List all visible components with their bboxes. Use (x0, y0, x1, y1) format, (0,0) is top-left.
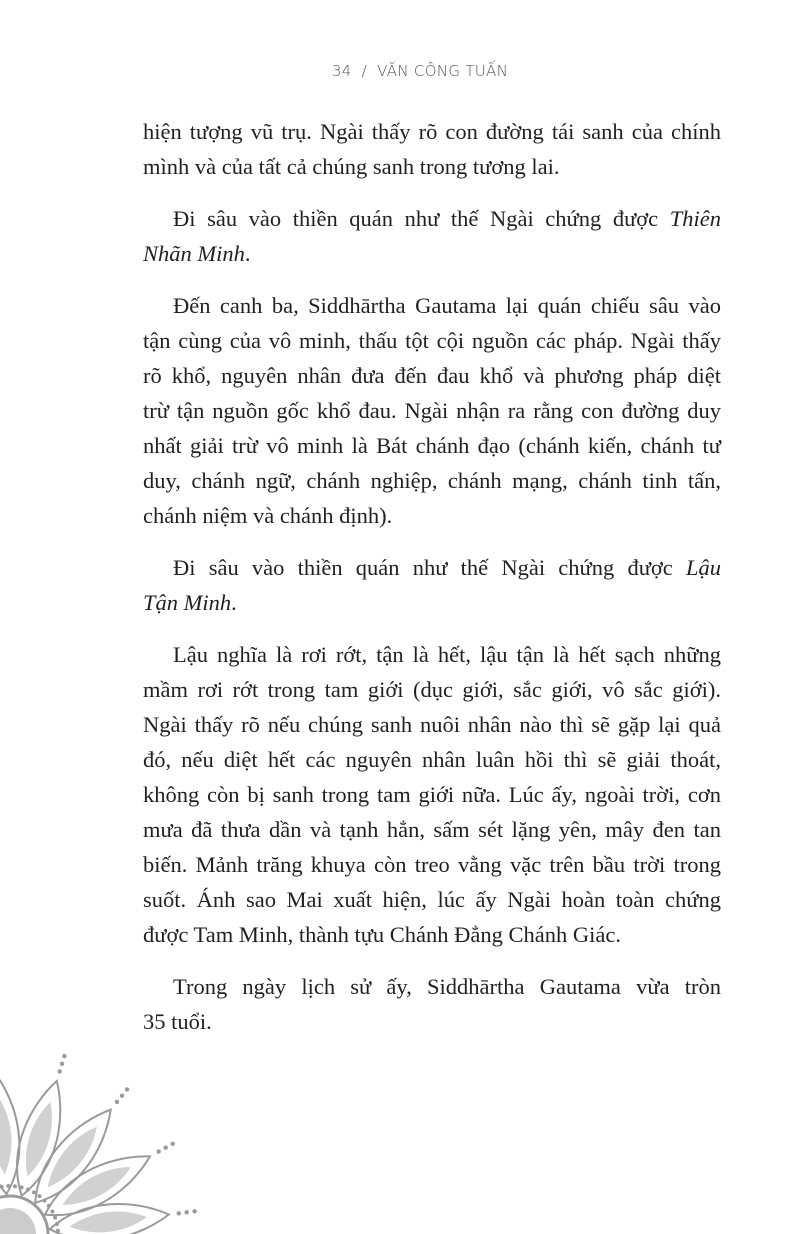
mandala-mark (20, 1185, 24, 1189)
text-line: biến. Mảnh trăng khuya còn treo vằng vặc trên bầu trời trong (143, 852, 721, 877)
mandala-mark (170, 1142, 174, 1146)
text-line: duy, chánh ngữ, chánh nghiệp, chánh mạng, chánh tinh tấn, (143, 468, 721, 493)
running-header (0, 62, 800, 80)
mandala-mark (38, 1194, 42, 1198)
mandala-mark (58, 1069, 62, 1073)
mandala-mark (184, 1210, 188, 1214)
text-line: không còn bị sanh trong tam giới nữa. Lúc ấy, ngoài trời, cơn (143, 782, 721, 807)
mandala-mark (192, 1209, 196, 1213)
text-line: Ngài thấy rõ nếu chúng sanh nuôi nhân nào thì sẽ gặp lại quả (143, 712, 721, 737)
text-line: Tận Minh. (143, 590, 237, 615)
text-line: Nhãn Minh. (143, 241, 251, 266)
text-line: Đi sâu vào thiền quán như thế Ngài chứng được Lậu (173, 555, 721, 580)
mandala-mark (115, 1100, 119, 1104)
author-name: VĂN CÔNG TUẤN (377, 62, 509, 80)
mandala-mark (62, 1054, 66, 1058)
mandala-mark (47, 1204, 51, 1208)
text-line: Lậu nghĩa là rơi rớt, tận là hết, lậu tận là hết sạch những (173, 642, 721, 667)
mandala-mark (55, 1222, 59, 1226)
text-line: đó, nếu diệt hết các nguyên nhân luân hồi thì sẽ giải thoát, (143, 747, 721, 772)
paragraph (143, 969, 721, 1039)
mandala-mark (125, 1087, 129, 1091)
text-line: mầm rơi rớt trong tam giới (dục giới, sắc giới, vô sắc giới). (143, 677, 721, 702)
mandala-mark (0, 1185, 4, 1189)
text-line: Đến canh ba, Siddhārtha Gautama lại quán chiếu sâu vào (173, 293, 721, 318)
paragraph (143, 114, 721, 184)
mandala-mark (156, 1149, 160, 1153)
paragraph (143, 550, 721, 620)
mandala-mark (163, 1146, 167, 1150)
text-line: tận cùng của vô minh, thấu tột cội nguồn các pháp. Ngài thấy (143, 328, 721, 353)
text-line: được Tam Minh, thành tựu Chánh Đẳng Chánh Giác. (143, 922, 621, 947)
mandala-mark (50, 1209, 54, 1213)
mandala-mark (56, 1229, 60, 1233)
mandala-mark (60, 1062, 64, 1066)
text-line: nhất giải trừ vô minh là Bát chánh đạo (chánh kiến, chánh tư (143, 433, 721, 458)
mandala-petal (0, 1073, 24, 1196)
paragraph (143, 637, 721, 952)
text-line: trừ tận nguồn gốc khổ đau. Ngài nhận ra rằng con đường duy (143, 398, 721, 423)
mandala-mark (32, 1190, 36, 1194)
header-separator: / (361, 62, 368, 80)
paragraph (143, 201, 721, 271)
text-line: rõ khổ, nguyên nhân đưa đến đau khổ và phương pháp diệt (143, 363, 721, 388)
mandala-mark (53, 1216, 57, 1220)
mandala-ornament-icon (0, 1050, 200, 1234)
mandala-mark (0, 1208, 36, 1234)
text-line: mưa đã thưa dần và tạnh hẳn, sấm sét lặng yên, mây đen tan (143, 817, 721, 842)
mandala-mark (6, 1184, 10, 1188)
page-body-text (143, 114, 721, 1056)
mandala-mark (177, 1211, 181, 1215)
mandala-mark (26, 1187, 30, 1191)
text-line: hiện tượng vũ trụ. Ngài thấy rõ con đường tái sanh của chính (143, 119, 721, 144)
text-line: mình và của tất cả chúng sanh trong tương lai. (143, 154, 560, 179)
text-line: 35 tuổi. (143, 1009, 212, 1034)
paragraph (143, 288, 721, 533)
text-line: suốt. Ánh sao Mai xuất hiện, lúc ấy Ngài hoàn toàn chứng (143, 887, 721, 912)
mandala-mark (120, 1093, 124, 1097)
mandala-mark (13, 1184, 17, 1188)
page-number: 34 (331, 62, 352, 80)
mandala-mark (43, 1199, 47, 1203)
text-line: Đi sâu vào thiền quán như thế Ngài chứng được Thiên (173, 206, 721, 231)
text-line: chánh niệm và chánh định). (143, 503, 393, 528)
text-line: Trong ngày lịch sử ấy, Siddhārtha Gautama vừa tròn (173, 974, 721, 999)
